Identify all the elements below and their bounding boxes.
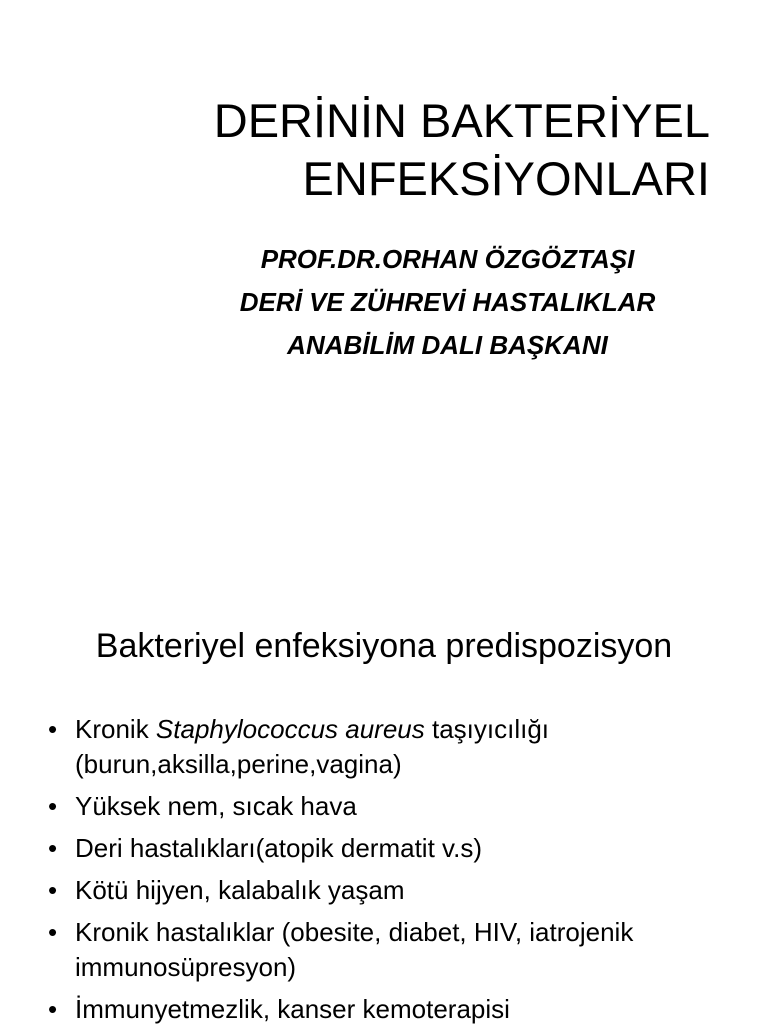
bullet-text: İmmunyetmezlik, kanser kemoterapisi [75, 994, 510, 1024]
list-item [48, 915, 738, 985]
content-slide [0, 580, 768, 1024]
presentation-title [120, 92, 710, 208]
bullet-text: Kötü hijyen, kalabalık yaşam [75, 875, 405, 905]
bullet-icon: • [48, 917, 58, 947]
bullet-text: Kronik [75, 714, 156, 744]
bullet-icon: • [48, 791, 58, 821]
position-line: ANABİLİM DALI BAŞKANI [287, 330, 608, 360]
bullet-text: Kronik hastalıklar (obesite, diabet, HIV, iatrojenik [75, 917, 634, 947]
list-item [48, 789, 738, 824]
author-name: PROF.DR.ORHAN ÖZGÖZTAŞI [260, 244, 635, 274]
list-item [48, 831, 738, 866]
bullet-icon: • [48, 714, 58, 744]
bullet-list [48, 712, 738, 1034]
bullet-italic-text: Staphylococcus aureus [155, 714, 425, 744]
bullet-text-continued: (burun,aksilla,perine,vagina) [75, 749, 402, 779]
list-item [48, 873, 738, 908]
bullet-icon: • [48, 833, 58, 863]
bullet-text-continued: immunosüpresyon) [75, 952, 297, 982]
bullet-icon: • [48, 994, 58, 1024]
author-subtitle [150, 238, 745, 367]
list-item [48, 712, 738, 782]
bullet-icon: • [48, 875, 58, 905]
bullet-text: Deri hastalıkları(atopik dermatit v.s) [75, 833, 482, 863]
bullet-text: taşıyıcılığı [424, 714, 550, 744]
slide-heading: Bakteriyel enfeksiyona predispozisyon [95, 627, 673, 665]
title-line-1: DERİNİN BAKTERİYEL [213, 94, 710, 147]
title-line-2: ENFEKSİYONLARI [302, 152, 710, 205]
department-line: DERİ VE ZÜHREVİ HASTALIKLAR [239, 287, 656, 317]
bullet-text: Yüksek nem, sıcak hava [75, 791, 357, 821]
list-item [48, 992, 738, 1027]
